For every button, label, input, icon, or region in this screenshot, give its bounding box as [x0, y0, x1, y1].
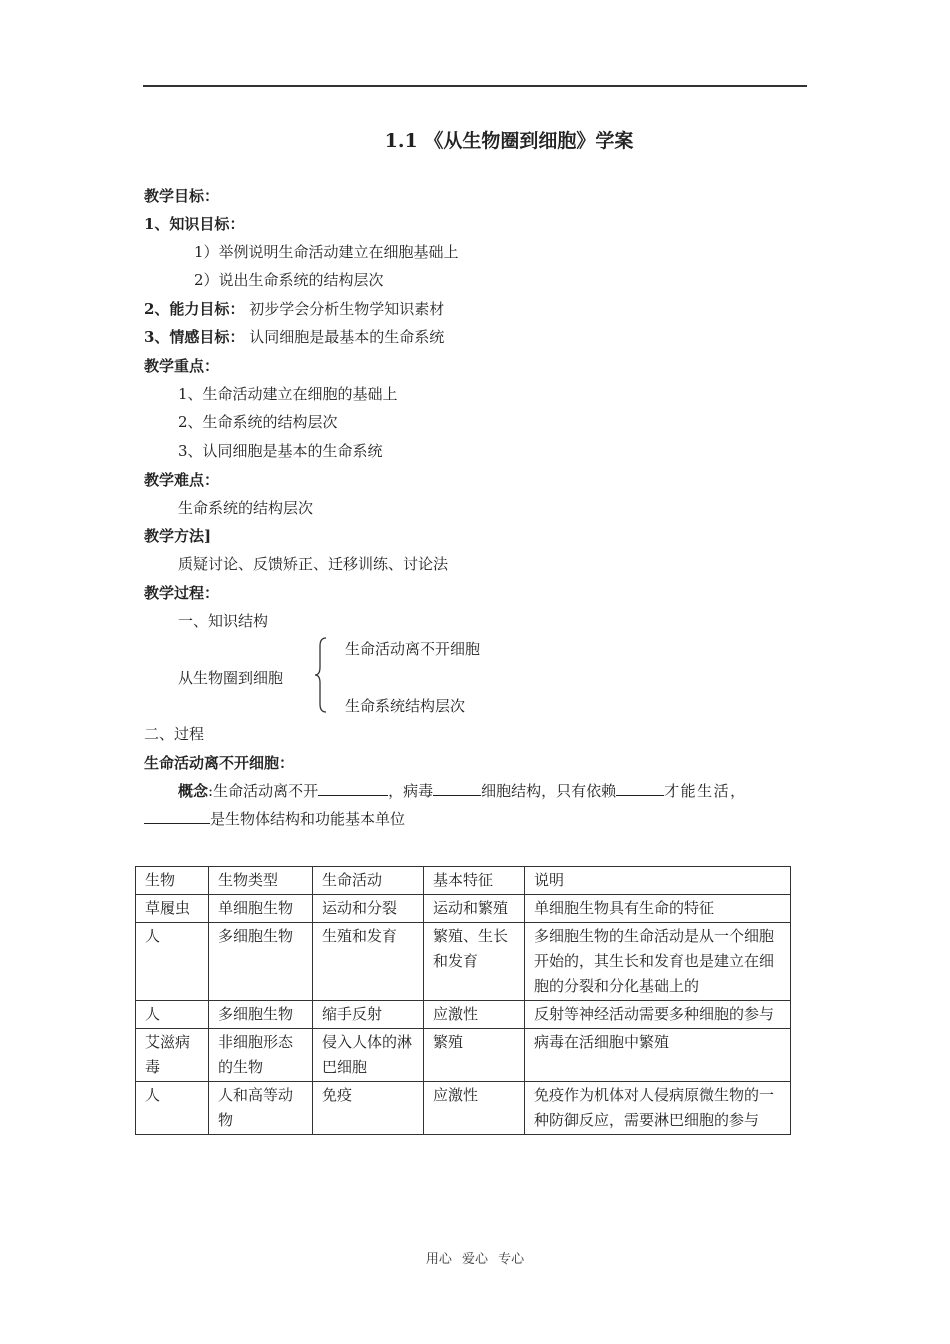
- table-cell: 多细胞生物: [209, 1001, 313, 1029]
- emotion-objective: [144, 327, 444, 347]
- table-row: [136, 1082, 791, 1135]
- concept-text: 才能生活，: [664, 782, 747, 800]
- page-title: 1.1 《从生物圈到细胞》学案: [384, 130, 634, 152]
- fill-blank[interactable]: [616, 781, 664, 796]
- table-cell: 人: [136, 923, 209, 1001]
- fill-blank[interactable]: [144, 809, 210, 824]
- structure-branch: 生命系统结构层次: [345, 697, 466, 715]
- knowledge-heading: 1、知识目标：: [144, 215, 245, 233]
- section-knowledge-structure: 一、知识结构: [178, 612, 269, 630]
- table-header-cell: 基本特征: [424, 867, 525, 895]
- comparison-table: [135, 866, 791, 1135]
- key-point-item: 2、生命系统的结构层次: [178, 413, 338, 431]
- fill-blank[interactable]: [433, 781, 481, 796]
- concept-label: 概念: [178, 782, 209, 800]
- table-cell: 多细胞生物: [209, 923, 313, 1001]
- methods-text: 质疑讨论、反馈矫正、迁移训练、讨论法: [178, 555, 449, 573]
- objectives-heading: 教学目标：: [144, 187, 220, 205]
- knowledge-item: 2）说出生命系统的结构层次: [194, 271, 384, 289]
- table-cell: 多细胞生物的生命活动是从一个细胞开始的，其生长和发育也是建立在细胞的分裂和分化基础上的: [525, 923, 791, 1001]
- table-row: [136, 1001, 791, 1029]
- table-row: [136, 1029, 791, 1082]
- table-header-cell: 生命活动: [313, 867, 424, 895]
- table-cell: 应激性: [424, 1001, 525, 1029]
- table-cell: 免疫作为机体对人侵病原微生物的一种防御反应，需要淋巴细胞的参与: [525, 1082, 791, 1135]
- table-cell: 人和高等动物: [209, 1082, 313, 1135]
- table-cell: 草履虫: [136, 895, 209, 923]
- key-points-heading: 教学重点：: [144, 357, 220, 375]
- ability-objective: [144, 299, 444, 319]
- table-row: [136, 895, 791, 923]
- key-point-item: 1、生命活动建立在细胞的基础上: [178, 385, 398, 403]
- table-row: [136, 923, 791, 1001]
- difficulty-heading: 教学难点：: [144, 471, 220, 489]
- methods-heading: 教学方法]: [144, 527, 212, 545]
- concept-text: ，病毒: [388, 782, 434, 800]
- table-cell: 人: [136, 1082, 209, 1135]
- structure-branch: 生命活动离不开细胞: [345, 640, 481, 658]
- process-heading: 教学过程：: [144, 584, 220, 602]
- table-cell: 单细胞生物: [209, 895, 313, 923]
- ability-label: 2、能力目标：: [144, 300, 245, 318]
- key-point-item: 3、认同细胞是基本的生命系统: [178, 442, 383, 460]
- header-rule: [143, 85, 807, 87]
- table-cell: 人: [136, 1001, 209, 1029]
- table-cell: 繁殖、生长和发育: [424, 923, 525, 1001]
- concept-line-2: [144, 809, 405, 829]
- concept-line: [178, 781, 747, 801]
- concept-text: 是生物体结构和功能基本单位: [210, 810, 406, 828]
- fill-blank[interactable]: [318, 781, 388, 796]
- table-cell: 非细胞形态的生物: [209, 1029, 313, 1082]
- table-cell: 运动和繁殖: [424, 895, 525, 923]
- table-header-row: [136, 867, 791, 895]
- concept-text: :生命活动离不开: [208, 782, 319, 800]
- table-cell: 繁殖: [424, 1029, 525, 1082]
- section-process: 二、过程: [144, 725, 205, 743]
- table-header-cell: 生物类型: [209, 867, 313, 895]
- knowledge-item: 1）举例说明生命活动建立在细胞基础上: [194, 243, 459, 261]
- table-cell: 免疫: [313, 1082, 424, 1135]
- difficulty-text: 生命系统的结构层次: [178, 499, 314, 517]
- page-footer: 用心 爱心 专心: [425, 1252, 525, 1267]
- table-cell: 应激性: [424, 1082, 525, 1135]
- table-cell: 生殖和发育: [313, 923, 424, 1001]
- table-cell: 侵入人体的淋巴细胞: [313, 1029, 424, 1082]
- process-subheading: 生命活动离不开细胞：: [144, 754, 295, 772]
- table-cell: 缩手反射: [313, 1001, 424, 1029]
- structure-root: 从生物圈到细胞: [178, 669, 284, 687]
- table-header-cell: 说明: [525, 867, 791, 895]
- concept-text: 细胞结构，只有依赖: [481, 782, 617, 800]
- table-header-cell: 生物: [136, 867, 209, 895]
- table-cell: 反射等神经活动需要多种细胞的参与: [525, 1001, 791, 1029]
- table-cell: 单细胞生物具有生命的特征: [525, 895, 791, 923]
- left-brace-icon: [314, 636, 330, 714]
- ability-text: 初步学会分析生物学知识素材: [249, 300, 445, 318]
- table-cell: 艾滋病毒: [136, 1029, 209, 1082]
- table-cell: 病毒在活细胞中繁殖: [525, 1029, 791, 1082]
- table-cell: 运动和分裂: [313, 895, 424, 923]
- emotion-text: 认同细胞是最基本的生命系统: [249, 328, 445, 346]
- emotion-label: 3、情感目标：: [144, 328, 245, 346]
